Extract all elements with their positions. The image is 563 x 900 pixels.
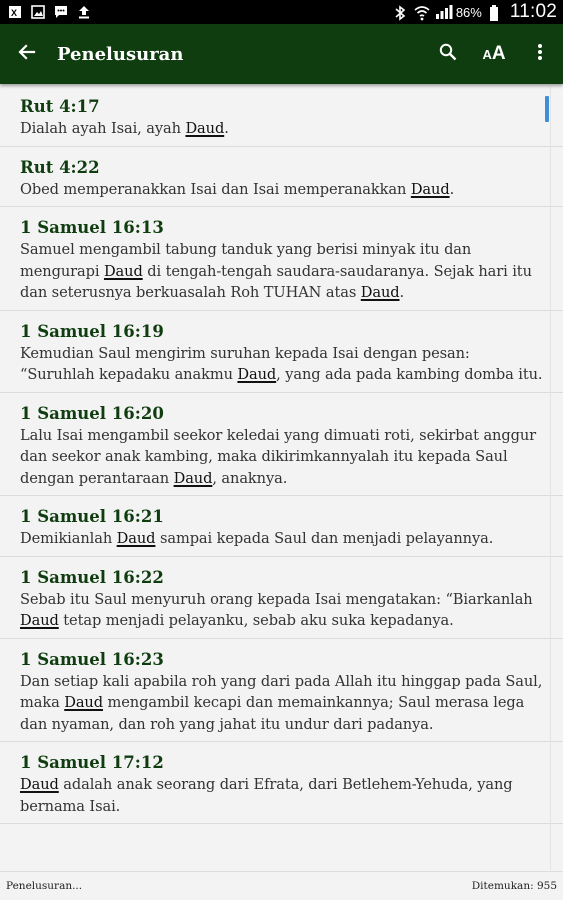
download-icon <box>77 5 91 19</box>
search-term-highlight: Daud <box>237 366 277 383</box>
result-item[interactable] <box>0 496 563 557</box>
verse-text-segment: Demikianlah <box>20 530 117 547</box>
battery-percent: 86% <box>455 4 482 20</box>
search-term-highlight: Daud <box>116 530 156 547</box>
notification-icons <box>8 5 91 19</box>
verse-text-segment: Sebab itu Saul menyuruh orang kepada Isai mengatakan: “Biarkanlah <box>20 590 533 608</box>
result-item[interactable] <box>0 393 563 497</box>
font-size-button[interactable] <box>471 24 517 84</box>
wifi-icon <box>414 5 428 19</box>
verse-text-segment: adalah anak seorang dari Efrata, dari Betlehem-Yehuda, yang bernama Isai. <box>20 776 513 815</box>
result-item[interactable] <box>0 639 563 743</box>
page-title: Penelusuran <box>57 43 184 65</box>
message-icon <box>54 5 68 19</box>
search-icon <box>439 43 457 65</box>
clock: 11:02 <box>509 1 557 22</box>
verse-text-segment: . <box>399 284 405 301</box>
arrow-left-icon <box>18 43 36 65</box>
verse-text-segment: mengambil kecapi dan memainkannya; Saul merasa lega dan nyaman, dan roh yang jahat itu undur dari padanya. <box>20 694 525 733</box>
bluetooth-icon <box>393 5 407 19</box>
verse-reference[interactable]: Rut 4:22 <box>20 157 100 177</box>
verse-reference[interactable]: 1 Samuel 16:23 <box>20 649 164 669</box>
verse-text-segment: Dan setiap kali apabila roh yang dari pada Allah itu hinggap pada Saul, maka <box>20 672 543 711</box>
excel-icon <box>8 5 22 19</box>
verse-text <box>20 774 543 817</box>
signal-icon <box>435 5 449 19</box>
font-size-small-glyph: A <box>482 46 492 62</box>
verse-reference[interactable]: 1 Samuel 16:13 <box>20 218 164 237</box>
status-bar <box>0 0 563 24</box>
search-term-highlight: Daud <box>103 262 143 280</box>
verse-reference[interactable]: 1 Samuel 16:22 <box>20 567 164 587</box>
system-icons <box>393 1 557 23</box>
search-term-highlight: Daud <box>20 612 59 629</box>
search-term-highlight: Daud <box>185 120 225 137</box>
search-results-list[interactable] <box>0 86 563 870</box>
verse-reference[interactable]: 1 Samuel 16:21 <box>20 507 164 526</box>
app-bar <box>0 24 563 84</box>
verse-reference[interactable]: 1 Samuel 17:12 <box>20 753 164 772</box>
bottom-status-bar <box>0 871 563 900</box>
verse-text-segment: di tengah-tengah saudara-saudaranya. Sejak hari itu dan seterusnya berkuasalah Roh TUHAN atas <box>20 262 532 301</box>
search-status-text: Penelusuran... <box>6 880 83 892</box>
verse-reference[interactable]: Rut 4:17 <box>20 97 100 116</box>
search-term-highlight: Daud <box>360 284 400 301</box>
search-term-highlight: Daud <box>20 776 59 793</box>
verse-text <box>20 179 543 201</box>
verse-text-segment: , anaknya. <box>212 469 288 487</box>
result-item[interactable] <box>0 207 563 311</box>
search-term-highlight: Daud <box>173 469 213 487</box>
verse-reference[interactable]: 1 Samuel 16:20 <box>20 403 164 423</box>
search-term-highlight: Daud <box>64 694 103 711</box>
toolbar-actions <box>425 24 563 84</box>
results-count: Ditemukan: 955 <box>471 880 557 892</box>
result-item[interactable] <box>0 147 563 208</box>
verse-text <box>20 343 543 386</box>
verse-text-segment: tetap menjadi pelayanku, sebab aku suka kepadanya. <box>58 612 454 629</box>
verse-text <box>20 528 543 550</box>
verse-text-segment: Lalu Isai mengambil seekor keledai yang dimuati roti, sekirbat anggur dan seekor anak kambing, maka dikirimkannyalah itu kepada Saul dengan perantaraan <box>20 426 537 487</box>
svg-text:X: X <box>11 8 18 18</box>
verse-text-segment: . <box>449 180 455 198</box>
verse-text-segment: Samuel mengambil tabung tanduk yang berisi minyak itu dan mengurapi <box>20 241 472 280</box>
verse-reference[interactable]: 1 Samuel 16:19 <box>20 321 164 341</box>
overflow-menu-button[interactable] <box>517 24 563 84</box>
battery-icon <box>489 5 503 19</box>
verse-text <box>20 589 543 632</box>
result-item[interactable] <box>0 311 563 393</box>
result-item[interactable] <box>0 86 563 147</box>
search-button[interactable] <box>425 24 471 84</box>
verse-text-segment: Kemudian Saul mengirim suruhan kepada Isai dengan pesan: “Suruhlah kepadaku anakmu <box>20 344 470 383</box>
verse-text-segment: sampai kepada Saul dan menjadi pelayannya. <box>155 530 494 547</box>
verse-text <box>20 118 543 140</box>
search-term-highlight: Daud <box>410 180 450 198</box>
verse-text-segment: Dialah ayah Isai, ayah <box>20 120 186 137</box>
scrollbar-track <box>550 86 551 870</box>
more-vertical-icon <box>537 43 543 65</box>
verse-text <box>20 239 543 304</box>
scrollbar-thumb[interactable] <box>545 96 549 122</box>
back-button[interactable] <box>0 24 54 84</box>
image-icon <box>31 5 45 19</box>
verse-text <box>20 425 543 490</box>
font-size-big-glyph: A <box>491 43 506 64</box>
verse-text-segment: . <box>224 120 229 137</box>
verse-text-segment: Obed memperanakkan Isai dan Isai memperanakkan <box>20 180 411 198</box>
result-item[interactable] <box>0 557 563 639</box>
result-item[interactable] <box>0 742 563 824</box>
verse-text-segment: , yang ada pada kambing domba itu. <box>276 366 543 383</box>
verse-text <box>20 671 543 736</box>
